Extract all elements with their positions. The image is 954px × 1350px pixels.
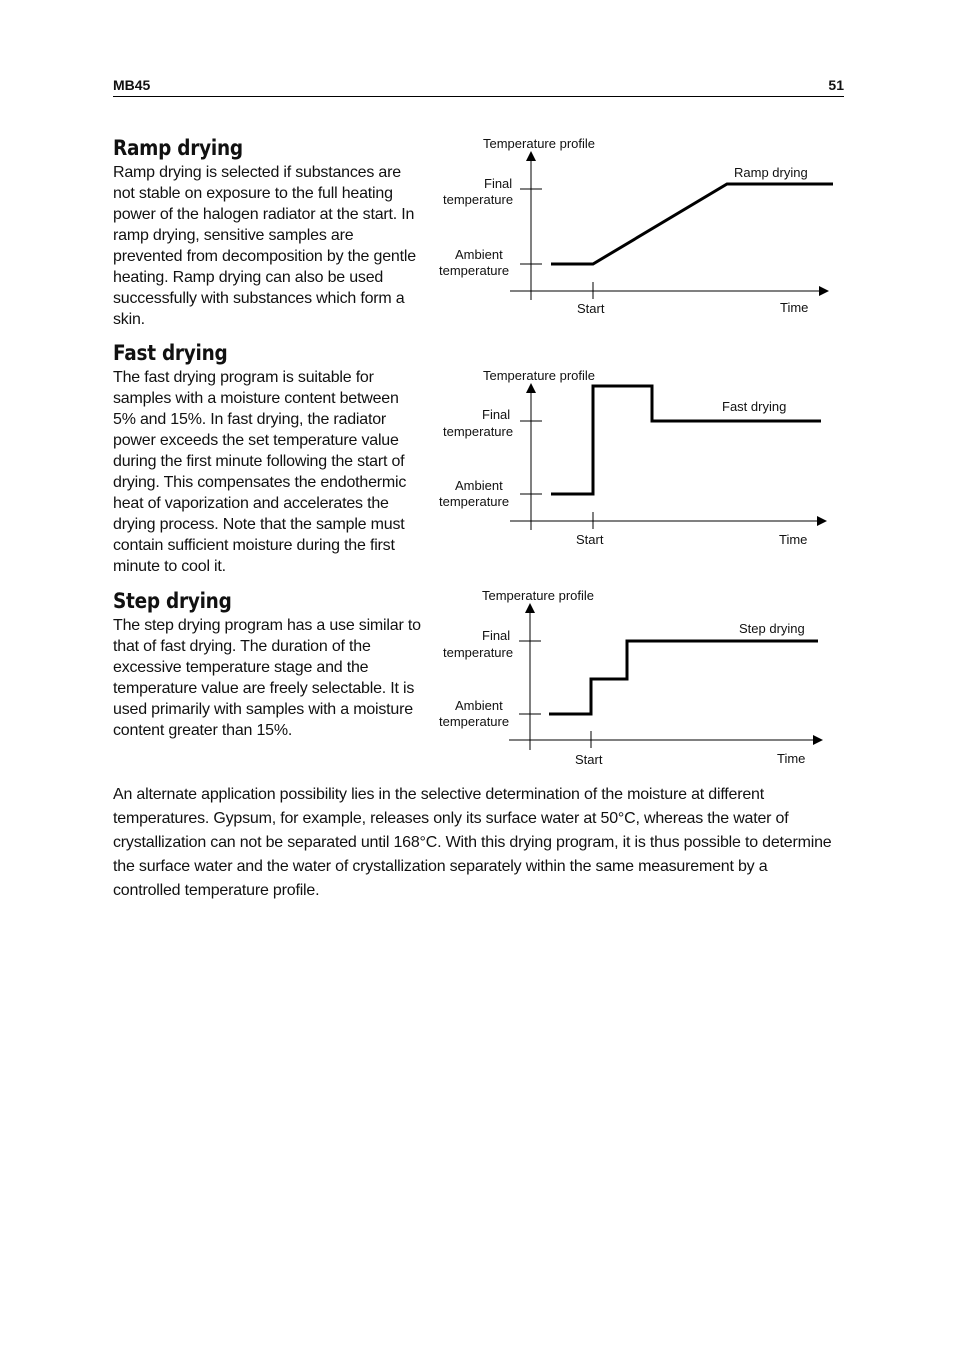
y-axis-title: Temperature profile — [482, 588, 594, 603]
curve-label: Step drying — [739, 621, 805, 636]
ramp-drying-diagram — [430, 130, 840, 320]
closing-paragraph: An alternate application possibility lies in the selective determination of the moisture at different temperatures. Gypsum, for example, releases only its surface water at 50°C, whereas the water of crystallization can not be separated until 168°C. With this drying program, it is thus possible to determine the surface water and the water of crystallization separately within the same measurement by a controlled temperature profile. — [113, 786, 832, 899]
final-label: Final — [482, 628, 511, 643]
final-label: Final — [482, 407, 511, 422]
fast-drying-diagram — [430, 362, 840, 552]
model-name: MB45 — [113, 77, 151, 93]
final-label-2: temperature — [443, 645, 514, 660]
y-axis-title: Temperature profile — [483, 368, 595, 383]
section-step-drying — [113, 589, 423, 741]
x-axis-arrow — [817, 516, 827, 526]
ambient-label-2: temperature — [439, 714, 510, 729]
time-label: Time — [780, 300, 809, 315]
x-axis-arrow — [819, 286, 829, 296]
y-axis-arrow — [526, 383, 536, 393]
curve-label: Ramp drying — [734, 165, 808, 180]
final-label-2: temperature — [443, 424, 514, 439]
time-label: Time — [777, 751, 806, 766]
section-text: The step drying program has a use similar to that of fast drying. The duration of the excessive temperature stage and the temperature value are freely selectable. It is used primarily with samples with a moisture content greater than 15%. — [113, 617, 421, 739]
ambient-label-2: temperature — [439, 263, 510, 278]
section-fast-drying — [113, 341, 423, 577]
section-ramp-drying — [113, 136, 423, 330]
section-text: The fast drying program is suitable for samples with a moisture content between 5% and 15%. In fast drying, the radiator power exceeds the set temperature value during the first minute following the start of drying. This compensates the endothermic heat of vaporization and accelerates the drying process. Note that the sample must contain sufficient moisture during the first minute to cool it. — [113, 369, 407, 575]
ambient-label: Ambient — [455, 698, 503, 713]
x-axis-arrow — [813, 735, 823, 745]
start-label: Start — [577, 301, 605, 316]
y-axis-arrow — [526, 151, 536, 161]
section-text: Ramp drying is selected if substances are not stable on exposure to the full heating power of the halogen radiator at the start. In ramp drying, sensitive samples are prevented from decomposition by the gentle heating. Ramp drying can also be used successfully with substances which form a skin. — [113, 164, 416, 328]
time-label: Time — [779, 532, 808, 547]
start-label: Start — [575, 752, 603, 767]
section-title: Ramp drying — [113, 136, 243, 160]
y-axis-title: Temperature profile — [483, 136, 595, 151]
ambient-label: Ambient — [455, 478, 503, 493]
page-header — [113, 76, 844, 97]
final-label: Final — [484, 176, 513, 191]
final-label-2: temperature — [443, 192, 514, 207]
start-label: Start — [576, 532, 604, 547]
ambient-label: Ambient — [455, 247, 503, 262]
ambient-label-2: temperature — [439, 494, 510, 509]
y-axis-arrow — [525, 603, 535, 613]
step-drying-diagram — [430, 582, 840, 772]
page-number: 51 — [828, 77, 844, 93]
curve-label: Fast drying — [722, 399, 787, 414]
section-title: Fast drying — [113, 341, 228, 365]
step-curve — [549, 641, 818, 714]
section-title: Step drying — [113, 589, 232, 613]
ramp-curve — [551, 184, 833, 264]
